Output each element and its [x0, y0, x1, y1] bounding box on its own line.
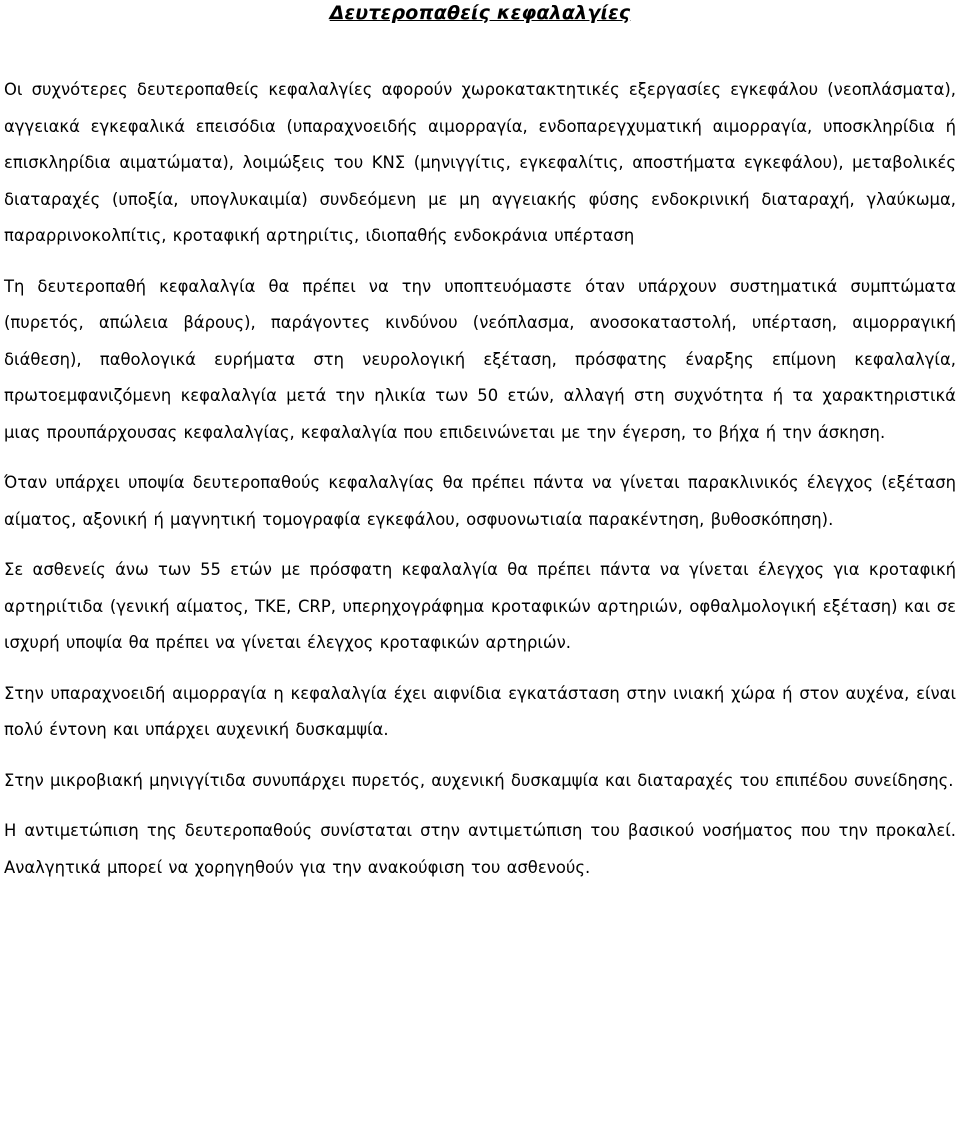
paragraph-workup: Όταν υπάρχει υποψία δευτεροπαθούς κεφαλαλγίας θα πρέπει πάντα να γίνεται παρακλινικός έλεγχος (εξέταση αίματος, αξονική ή μαγνητική τομογραφία εγκεφάλου, οσφυονωτιαία παρακέντηση, βυθοσκόπηση).	[4, 473, 956, 529]
paragraph-warning-signs: Τη δευτεροπαθή κεφαλαλγία θα πρέπει να την υποπτευόμαστε όταν υπάρχουν συστηματικά συμπτώματα (πυρετός, απώλεια βάρους), παράγοντες κινδύνου (νεόπλασμα, ανοσοκαταστολή, υπέρταση, αιμορραγική διάθεση), παθολογικά ευρήματα στη νευρολογική εξέταση, πρόσφατης έναρξης επίμονη κεφαλαλγία, πρωτοεμφανιζόμενη κεφαλαλγία μετά την ηλικία των 50 ετών, αλλαγή στη συχνότητα ή τα χαρακτηριστικά μιας προυπάρχουσας κεφαλαλγίας, κεφαλαλγία που επιδεινώνεται με την έγερση, το βήχα ή την άσκηση.	[4, 276, 956, 442]
paragraph-meningitis: Στην μικροβιακή μηνιγγίτιδα συνυπάρχει πυρετός, αυχενική δυσκαμψία και διαταραχές του επιπέδου συνείδησης.	[4, 770, 954, 790]
paragraph-temporal-arteritis: Σε ασθενείς άνω των 55 ετών με πρόσφατη κεφαλαλγία θα πρέπει πάντα να γίνεται έλεγχος για κροταφική αρτηριίτιδα (γενική αίματος, ΤΚΕ, CRP, υπερηχογράφημα κροταφικών αρτηριών, οφθαλμολογική εξέταση) και σε ισχυρή υποψία θα πρέπει να γίνεται έλεγχος κροταφικών αρτηριών.	[4, 560, 956, 652]
paragraph-common-causes: Οι συχνότερες δευτεροπαθείς κεφαλαλγίες αφορούν χωροκατακτητικές εξεργασίες εγκεφάλου (νεοπλάσματα), αγγειακά εγκεφαλικά επεισόδια (υπαραχνοειδής αιμορραγία, ενδοπαρεγχυματική αιμορραγία, υποσκληρίδια ή επισκληρίδια αιματώματα), λοιμώξεις του ΚΝΣ (μηνιγγίτις, εγκεφαλίτις, αποστήματα εγκεφάλου), μεταβολικές διαταραχές (υποξία, υπογλυκαιμία) συνδεόμενη με μη αγγειακής φύσης ενδοκρινική διαταραχή, γλαύκωμα, παραρρινοκολπίτις, κροταφική αρτηριίτις, ιδιοπαθής ενδοκράνια υπέρταση	[4, 80, 956, 245]
document-title: Δευτεροπαθείς κεφαλαλγίες	[329, 2, 631, 24]
paragraph-subarachnoid-hemorrhage: Στην υπαραχνοειδή αιμορραγία η κεφαλαλγία έχει αιφνίδια εγκατάσταση στην ινιακή χώρα ή στον αυχένα, είναι πολύ έντονη και υπάρχει αυχενική δυσκαμψία.	[4, 683, 956, 739]
paragraph-treatment: Η αντιμετώπιση της δευτεροπαθούς συνίσταται στην αντιμετώπιση του βασικού νοσήματος που την προκαλεί. Αναλγητικά μπορεί να χορηγηθούν για την ανακούφιση του ασθενούς.	[4, 821, 956, 877]
